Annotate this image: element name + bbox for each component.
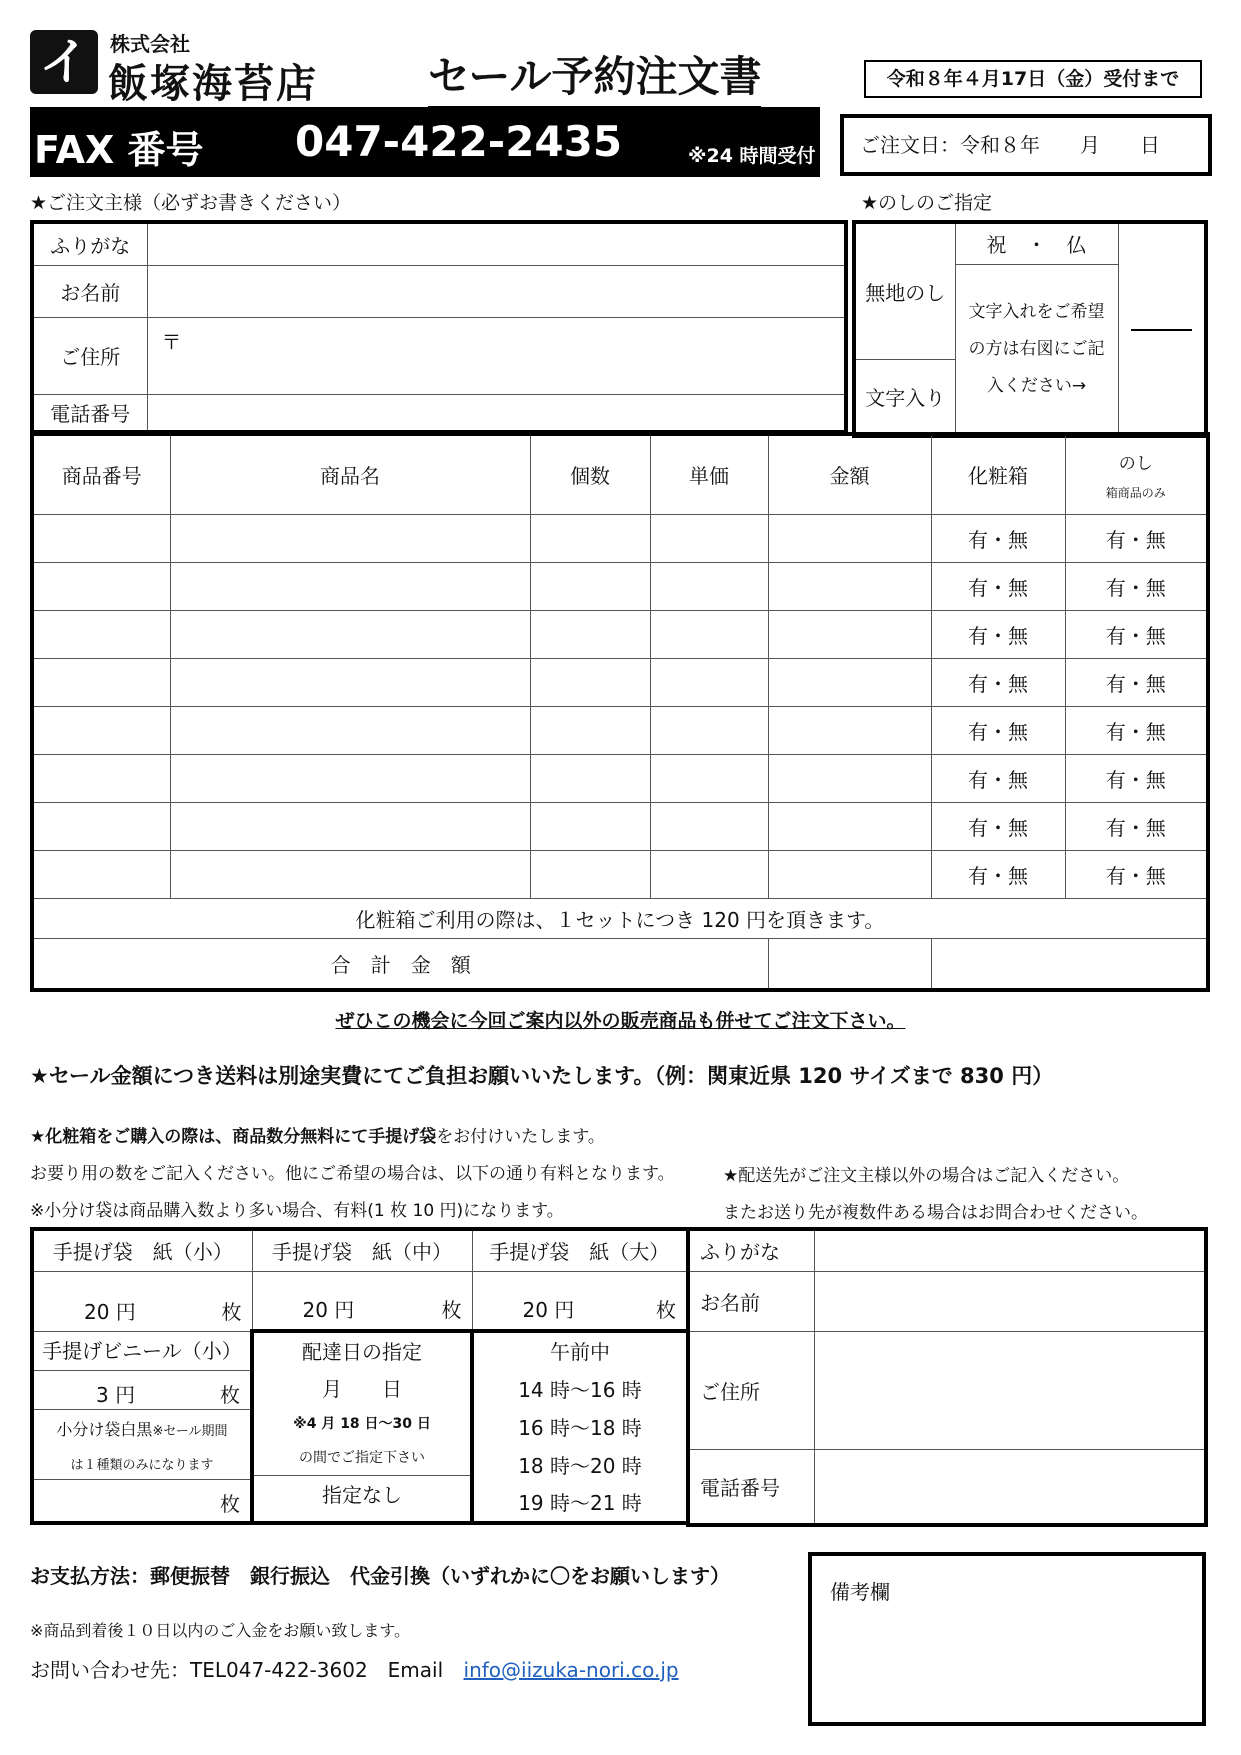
header-price: 単価	[650, 434, 768, 514]
box-option[interactable]: 有・無	[931, 514, 1065, 562]
table-row	[32, 706, 1208, 754]
delivery-none-option[interactable]: 指定なし	[322, 1483, 402, 1507]
vinyl-unit: 枚	[220, 1382, 240, 1407]
vinyl-price: 3 円	[96, 1382, 136, 1407]
fax-banner	[30, 107, 820, 177]
header-noshi	[1065, 434, 1208, 514]
time-slot-1[interactable]: 午前中	[550, 1340, 610, 1364]
vinyl-kowake-cell	[32, 1331, 252, 1523]
delivery-date-cell	[252, 1331, 472, 1523]
fax-note: ※24 時間受付	[688, 145, 816, 167]
noshi-option[interactable]: 有・無	[1065, 850, 1208, 898]
company-name: 飯塚海苔店	[108, 61, 318, 107]
total-extra-field[interactable]	[931, 938, 1208, 990]
bag-medium-unit: 枚	[441, 1298, 462, 1322]
address-label: ご住所	[32, 317, 147, 394]
bag-small-unit: 枚	[221, 1299, 242, 1324]
kowake-label-block	[34, 1410, 250, 1480]
table-row	[32, 658, 1208, 706]
table-row	[32, 850, 1208, 898]
table-row	[32, 610, 1208, 658]
noshi-table	[852, 220, 1208, 438]
delivery-range: ※4 月 18 日～30 日	[293, 1416, 431, 1432]
kowake-note-b: は１種類のみになります	[70, 1457, 214, 1473]
destination-table	[686, 1227, 1208, 1527]
table-row	[32, 754, 1208, 802]
box-option[interactable]: 有・無	[931, 562, 1065, 610]
dest-name-label: お名前	[688, 1271, 814, 1331]
bag-medium-label: 手提げ袋 紙（中）	[252, 1229, 472, 1271]
total-label: 合 計 金 額	[32, 938, 768, 990]
delivery-date-field[interactable]: 月 日	[322, 1377, 402, 1401]
payment-method: お支払方法：郵便振替 銀行振込 代金引換（いずれかに〇をお願いします）	[30, 1564, 730, 1588]
time-slot-2[interactable]: 14 時～16 時	[518, 1378, 642, 1402]
destination-note-line1: ★配送先がご注文主様以外の場合はご記入ください。	[723, 1166, 1130, 1186]
box-option[interactable]: 有・無	[931, 802, 1065, 850]
logo-mark: イ	[39, 33, 89, 91]
remarks-label: 備考欄	[830, 1580, 890, 1604]
vinyl-qty[interactable]	[34, 1371, 250, 1410]
time-slot-3[interactable]: 16 時～18 時	[518, 1416, 642, 1440]
bag-small-qty[interactable]	[32, 1271, 252, 1331]
box-option[interactable]: 有・無	[931, 610, 1065, 658]
noshi-option[interactable]: 有・無	[1065, 562, 1208, 610]
email-link[interactable]: info@iizuka-nori.co.jp	[463, 1658, 679, 1682]
kowake-note-a: ※セール期間	[152, 1423, 228, 1439]
furigana-field[interactable]	[147, 222, 846, 265]
header-noshi-label: のし	[1118, 453, 1153, 474]
dest-phone-field[interactable]	[814, 1449, 1206, 1525]
address-field[interactable]	[147, 317, 846, 394]
noshi-section-label: ★のしのご指定	[861, 192, 993, 214]
bag-note-line2: お要り用の数をご記入ください。他にご希望の場合は、以下の通り有料となります。	[30, 1164, 675, 1184]
time-slot-5[interactable]: 19 時～21 時	[518, 1491, 642, 1515]
company-logo	[30, 30, 98, 94]
noshi-celebrate[interactable]: 祝 ・ 仏	[955, 222, 1118, 264]
bag-note-line3: ※小分け袋は商品購入数より多い場合、有料(1 枚 10 円)になります。	[30, 1201, 564, 1221]
bag-medium-price: 20 円	[302, 1298, 355, 1322]
header-noshi-sub: 箱商品のみ	[1105, 485, 1166, 500]
noshi-plain-option[interactable]: 無地のし	[854, 222, 955, 359]
noshi-option[interactable]: 有・無	[1065, 514, 1208, 562]
bag-large-price: 20 円	[522, 1298, 575, 1322]
promo-note: ぜひこの機会に今回ご案内以外の販売商品も併せてご注文下さい。	[335, 1010, 906, 1032]
kowake-qty[interactable]	[34, 1480, 250, 1516]
dest-furigana-label: ふりがな	[688, 1229, 814, 1271]
noshi-text-box[interactable]	[1118, 222, 1206, 436]
shipping-note: ★セール金額につき送料は別途実費にてご負担お願いいたします。（例：関東近県 120 サイズまで 830 円）	[30, 1064, 1054, 1088]
noshi-option[interactable]: 有・無	[1065, 658, 1208, 706]
customer-table	[30, 220, 848, 434]
header-name: 商品名	[170, 434, 530, 514]
phone-label: 電話番号	[32, 394, 147, 432]
box-fee-note: 化粧箱ご利用の際は、１セットにつき 120 円を頂きます。	[32, 898, 1208, 938]
postal-mark: 〒	[161, 329, 182, 354]
contact-line	[30, 1654, 679, 1683]
box-option[interactable]: 有・無	[931, 658, 1065, 706]
table-row	[32, 802, 1208, 850]
destination-note-line2: またお送り先が複数件ある場合はお問合わせください。	[723, 1203, 1148, 1223]
noshi-text-line	[1131, 329, 1193, 331]
dest-address-field[interactable]	[814, 1331, 1206, 1449]
time-slots-cell	[472, 1331, 688, 1523]
header-code: 商品番号	[32, 434, 170, 514]
name-field[interactable]	[147, 265, 846, 317]
contact-text: お問い合わせ先：TEL047-422-3602 Email	[30, 1658, 444, 1682]
bag-large-qty[interactable]	[472, 1271, 688, 1331]
header-box: 化粧箱	[931, 434, 1065, 514]
header-qty: 個数	[530, 434, 650, 514]
company-sub: 株式会社	[110, 32, 190, 56]
time-slot-4[interactable]: 18 時～20 時	[518, 1454, 642, 1478]
noshi-option[interactable]: 有・無	[1065, 610, 1208, 658]
noshi-option[interactable]: 有・無	[1065, 802, 1208, 850]
bag-medium-qty[interactable]	[252, 1271, 472, 1331]
bag-small-price: 20 円	[84, 1299, 136, 1324]
fax-number: 047-422-2435	[295, 117, 623, 166]
deposit-note: ※商品到着後１０日以内のご入金をお願い致します。	[30, 1621, 411, 1640]
dest-name-field[interactable]	[814, 1271, 1206, 1331]
table-row	[32, 514, 1208, 562]
dest-furigana-field[interactable]	[814, 1229, 1206, 1271]
furigana-label: ふりがな	[32, 222, 147, 265]
deadline-box: 令和８年４月17日（金）受付まで	[864, 60, 1202, 98]
bag-small-label: 手提げ袋 紙（小）	[32, 1229, 252, 1271]
bags-table	[30, 1227, 690, 1525]
table-row	[32, 562, 1208, 610]
customer-section-label: ★ご注文主様（必ずお書きください）	[30, 192, 352, 214]
bag-note-bold: ★化粧箱をご購入の際は、商品数分無料にて手提げ袋	[30, 1127, 437, 1147]
fax-label: FAX 番号	[34, 128, 204, 172]
vinyl-label: 手提げビニール（小）	[34, 1332, 250, 1371]
page-title: セール予約注文書	[428, 44, 761, 109]
dest-phone-label: 電話番号	[688, 1449, 814, 1525]
remarks-box[interactable]	[808, 1552, 1206, 1726]
total-amount-field[interactable]	[768, 938, 931, 990]
dest-address-label: ご住所	[688, 1331, 814, 1449]
order-table	[30, 432, 1210, 992]
delivery-label: 配達日の指定	[302, 1340, 422, 1364]
bag-note-line1	[30, 1122, 605, 1147]
noshi-option[interactable]: 有・無	[1065, 706, 1208, 754]
header-amount: 金額	[768, 434, 931, 514]
bag-large-label: 手提げ袋 紙（大）	[472, 1229, 688, 1271]
name-label: お名前	[32, 265, 147, 317]
order-date-field[interactable]: ご注文日：令和８年 月 日	[840, 114, 1212, 176]
bag-note-rest: をお付けいたします。	[436, 1127, 605, 1147]
box-option[interactable]: 有・無	[931, 850, 1065, 898]
box-option[interactable]: 有・無	[931, 754, 1065, 802]
kowake-unit: 枚	[220, 1491, 240, 1516]
noshi-instruction: 文字入れをご希望の方は右図にご記入ください→	[955, 264, 1118, 436]
noshi-with-text-option[interactable]: 文字入り	[854, 359, 955, 436]
bag-large-unit: 枚	[656, 1298, 676, 1322]
kowake-label: 小分け袋白黒	[56, 1419, 153, 1439]
box-option[interactable]: 有・無	[931, 706, 1065, 754]
noshi-option[interactable]: 有・無	[1065, 754, 1208, 802]
phone-field[interactable]	[147, 394, 846, 432]
delivery-range-note: の間でご指定下さい	[254, 1441, 470, 1476]
